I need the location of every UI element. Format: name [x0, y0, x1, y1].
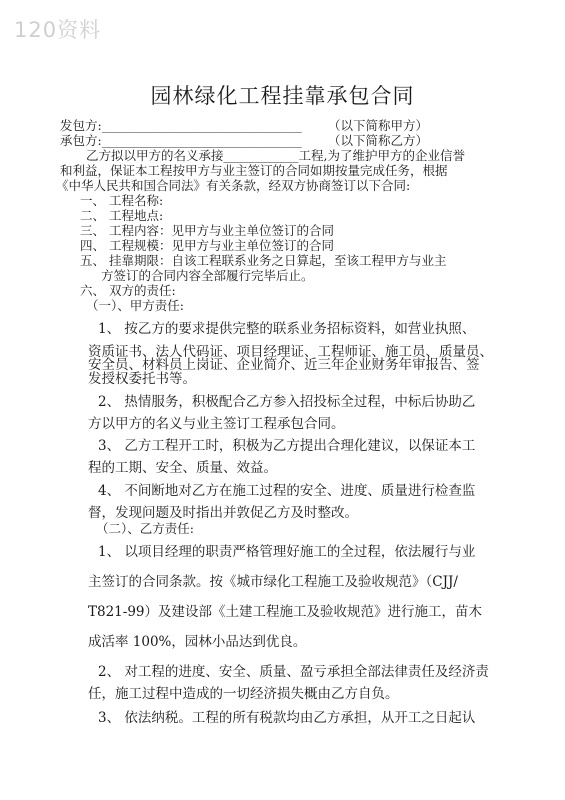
item-line: 四、 工程规模：见甲方与业主单位签订的合同 — [80, 238, 334, 253]
yi-line: 1、 以项目经理的职责严格管理好施工的全过程，依法履行与业 — [98, 544, 476, 560]
chengbao-note: （以下简称乙方） — [328, 133, 429, 148]
section-heading-yi: （二）、乙方责任: — [96, 521, 194, 536]
jia-line: 程的工期、安全、质量、效益。 — [88, 460, 277, 476]
jia-line: 方以甲方的名义与业主签订工程承包合同。 — [88, 416, 345, 432]
yi-line: 3、 依法纳税。工程的所有税款均由乙方承担，从开工之日起认 — [98, 710, 476, 726]
jia-line: 3、 乙方工程开工时，积极为乙方提出合理化建议，以保证本工 — [98, 438, 476, 454]
yi-line: T821-99）及建设部《土建工程施工及验收规范》进行施工，苗木 — [88, 604, 483, 620]
yi-line: 成活率 100%，园林小品达到优良。 — [88, 634, 307, 650]
item-line: 二、 工程地点: — [80, 208, 164, 223]
intro-line: 和利益，保证本工程按甲方与业主签订的合同如期按量完成任务，根据 — [60, 163, 448, 178]
item-line: 方签订的合同内容全部履行完毕后止。 — [101, 268, 314, 283]
jia-line: 发授权委托书等。 — [88, 371, 196, 387]
yi-line: 任，施工过程中造成的一切经济损失概由乙方自负。 — [88, 686, 399, 702]
item-line: 六、 双方的责任: — [80, 283, 176, 298]
item-line: 一、 工程名称: — [80, 193, 164, 208]
yi-line: 2、 对工程的进度、安全、质量、盈亏承担全部法律责任及经济责 — [98, 664, 489, 680]
jia-line: 资质证书、法人代码证、项目经理证、工程师证、施工员、质量员、 — [88, 344, 493, 360]
jia-line: 2、 热情服务，积极配合乙方参入招投标全过程，中标后协助乙 — [98, 394, 476, 410]
chengbao-line: 承包方:________________________________ — [60, 133, 302, 148]
intro-line: 乙方拟以甲方的名义承接____________工程,为了维护甲方的企业信誉 — [86, 148, 465, 163]
jia-line: 督，发现问题及时指出并敦促乙方及时整改。 — [88, 505, 358, 521]
fabao-note: （以下简称甲方） — [328, 118, 429, 133]
yi-line: 主签订的合同条款。按《城市绿化工程施工及验收规范》（CJJ/ — [88, 574, 458, 590]
jia-line: 4、 不间断地对乙方在施工过程的安全、进度、质量进行检查监 — [98, 483, 476, 499]
fabao-line: 发包方:________________________________ — [60, 118, 302, 133]
section-heading-jia: （一）、甲方责任: — [86, 298, 184, 313]
jia-line: 安全员、材料员上岗证、企业简介、近三年企业财务年审报告、签 — [88, 357, 480, 373]
watermark: 120资料 — [14, 18, 102, 42]
intro-line: 《中华人民共和国合同法》有关条款，经双方协商签订以下合同: — [56, 178, 411, 193]
item-line: 五、 挂靠期限：自该工程联系业务之日算起，至该工程甲方与业主 — [80, 253, 447, 268]
jia-line: 1、 按乙方的要求提供完整的联系业务招标资料，如营业执照、 — [98, 321, 476, 337]
document-title: 园林绿化工程挂靠承包合同 — [150, 84, 415, 108]
item-line: 三、 工程内容：见甲方与业主单位签订的合同 — [80, 223, 334, 238]
